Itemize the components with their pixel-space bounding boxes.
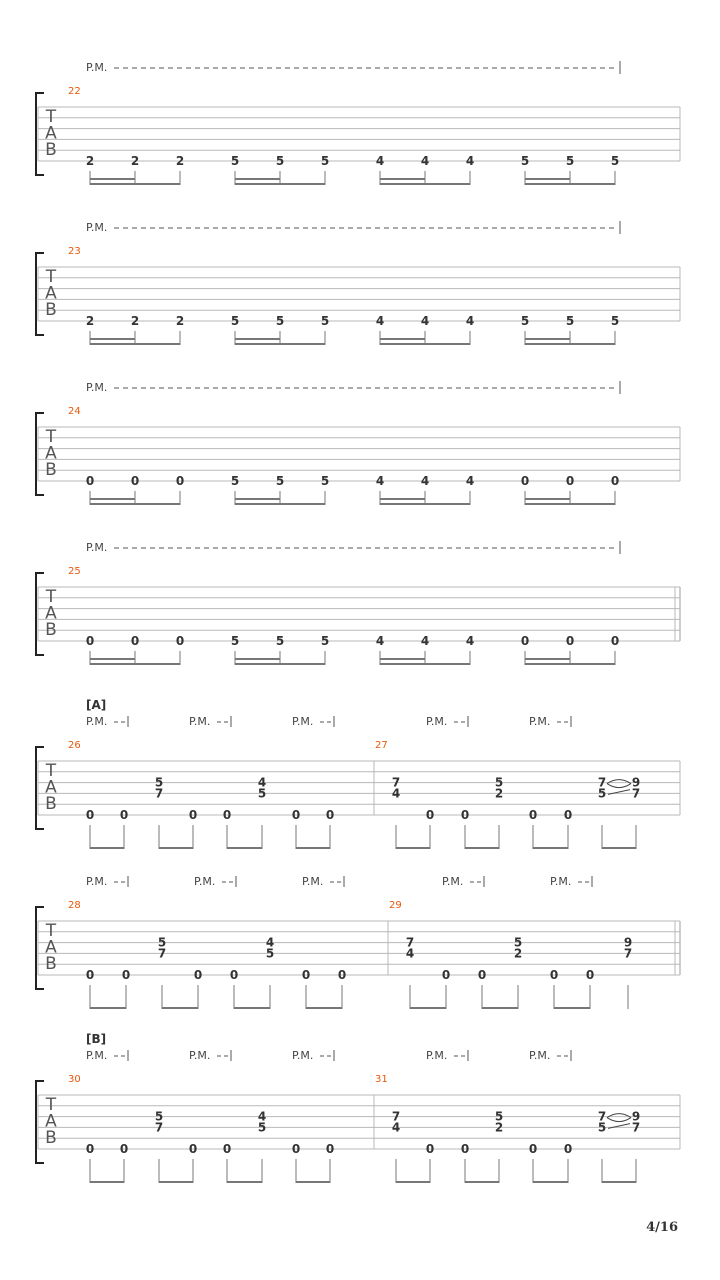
fret-number: 0 bbox=[610, 474, 620, 488]
palm-mute-label: P.M. bbox=[426, 1049, 448, 1062]
fret-number: 5 bbox=[597, 786, 607, 801]
fret-number: 4 bbox=[391, 1120, 401, 1135]
measure-number: 22 bbox=[68, 86, 81, 97]
palm-mute-label: P.M. bbox=[189, 1049, 211, 1062]
fret-number: 4 bbox=[420, 314, 430, 328]
measure-number: 24 bbox=[68, 406, 81, 417]
fret-number: 4 bbox=[465, 314, 475, 328]
fret-number: 0 bbox=[528, 1142, 538, 1156]
tab-clef-letter: A bbox=[45, 777, 57, 798]
fret-number: 5 bbox=[230, 634, 240, 648]
fret-number: 2 bbox=[513, 946, 523, 961]
fret-number: 4 bbox=[465, 154, 475, 168]
fret-number: 0 bbox=[520, 474, 530, 488]
fret-number: 9 bbox=[623, 935, 633, 950]
fret-number: 0 bbox=[565, 634, 575, 648]
fret-number: 5 bbox=[275, 634, 285, 648]
fret-number: 0 bbox=[119, 1142, 129, 1156]
palm-mute-label: P.M. bbox=[292, 1049, 314, 1062]
fret-number: 7 bbox=[157, 946, 167, 961]
measure-number: 29 bbox=[389, 900, 402, 911]
fret-number: 7 bbox=[154, 786, 164, 801]
fret-number: 0 bbox=[291, 1142, 301, 1156]
fret-number: 0 bbox=[291, 808, 301, 822]
fret-number: 5 bbox=[275, 314, 285, 328]
fret-number: 5 bbox=[494, 1109, 504, 1124]
fret-number: 0 bbox=[441, 968, 451, 982]
fret-number: 4 bbox=[420, 154, 430, 168]
fret-number: 5 bbox=[257, 786, 267, 801]
fret-number: 5 bbox=[513, 935, 523, 950]
fret-number: 0 bbox=[85, 634, 95, 648]
fret-number: 4 bbox=[257, 1109, 267, 1124]
measure-number: 31 bbox=[375, 1074, 388, 1085]
fret-number: 4 bbox=[405, 946, 415, 961]
tab-clef-letter: T bbox=[45, 107, 57, 127]
tab-clef-letter: A bbox=[45, 123, 57, 144]
tab-clef-letter: B bbox=[45, 460, 57, 480]
palm-mute-label: P.M. bbox=[86, 1049, 108, 1062]
system-bracket bbox=[36, 907, 44, 989]
fret-number: 5 bbox=[610, 154, 620, 168]
fret-number: 0 bbox=[119, 808, 129, 822]
palm-mute-label: P.M. bbox=[426, 715, 448, 728]
fret-number: 4 bbox=[265, 935, 275, 950]
palm-mute-label: P.M. bbox=[529, 715, 551, 728]
fret-number: 2 bbox=[175, 314, 185, 328]
fret-number: 0 bbox=[337, 968, 347, 982]
measure-number: 28 bbox=[68, 900, 81, 911]
fret-number: 0 bbox=[585, 968, 595, 982]
tab-clef-letter: A bbox=[45, 937, 57, 958]
fret-number: 5 bbox=[597, 1120, 607, 1135]
fret-number: 0 bbox=[425, 1142, 435, 1156]
fret-number: 2 bbox=[175, 154, 185, 168]
tab-clef-letter: T bbox=[45, 427, 57, 447]
fret-number: 4 bbox=[375, 154, 385, 168]
fret-number: 0 bbox=[175, 474, 185, 488]
fret-number: 0 bbox=[130, 634, 140, 648]
fret-number: 7 bbox=[631, 786, 641, 801]
fret-number: 0 bbox=[325, 808, 335, 822]
fret-number: 4 bbox=[257, 775, 267, 790]
palm-mute-label: P.M. bbox=[194, 875, 216, 888]
fret-number: 4 bbox=[420, 634, 430, 648]
fret-number: 0 bbox=[301, 968, 311, 982]
fret-number: 0 bbox=[222, 808, 232, 822]
tab-clef-letter: B bbox=[45, 954, 57, 974]
system-bracket bbox=[36, 1081, 44, 1163]
fret-number: 4 bbox=[420, 474, 430, 488]
fret-number: 5 bbox=[565, 314, 575, 328]
tab-clef-letter: B bbox=[45, 620, 57, 640]
fret-number: 0 bbox=[477, 968, 487, 982]
fret-number: 5 bbox=[320, 314, 330, 328]
fret-number: 0 bbox=[549, 968, 559, 982]
section-marker: [A] bbox=[86, 698, 107, 712]
fret-number: 9 bbox=[631, 1109, 641, 1124]
palm-mute-label: P.M. bbox=[86, 541, 108, 554]
fret-number: 7 bbox=[154, 1120, 164, 1135]
fret-number: 2 bbox=[85, 314, 95, 328]
tab-clef-letter: B bbox=[45, 1128, 57, 1148]
fret-number: 2 bbox=[130, 154, 140, 168]
fret-number: 5 bbox=[610, 314, 620, 328]
fret-number: 5 bbox=[230, 314, 240, 328]
fret-number: 0 bbox=[460, 1142, 470, 1156]
fret-number: 2 bbox=[130, 314, 140, 328]
fret-number: 0 bbox=[460, 808, 470, 822]
tab-clef-letter: T bbox=[45, 587, 57, 607]
slur-arc bbox=[607, 1118, 631, 1122]
page-number: 4/16 bbox=[646, 1220, 678, 1235]
fret-number: 0 bbox=[188, 808, 198, 822]
fret-number: 0 bbox=[85, 1142, 95, 1156]
palm-mute-label: P.M. bbox=[189, 715, 211, 728]
fret-number: 4 bbox=[465, 634, 475, 648]
system-bracket bbox=[36, 747, 44, 829]
fret-number: 9 bbox=[631, 775, 641, 790]
fret-number: 5 bbox=[154, 1109, 164, 1124]
fret-number: 0 bbox=[193, 968, 203, 982]
fret-number: 0 bbox=[222, 1142, 232, 1156]
tab-clef-letter: T bbox=[45, 921, 57, 941]
tab-clef-letter: A bbox=[45, 603, 57, 624]
fret-number: 5 bbox=[265, 946, 275, 961]
fret-number: 0 bbox=[563, 1142, 573, 1156]
fret-number: 5 bbox=[230, 474, 240, 488]
fret-number: 7 bbox=[631, 1120, 641, 1135]
fret-number: 4 bbox=[375, 634, 385, 648]
fret-number: 0 bbox=[610, 634, 620, 648]
fret-number: 7 bbox=[597, 775, 607, 790]
fret-number: 0 bbox=[175, 634, 185, 648]
measure-number: 25 bbox=[68, 566, 81, 577]
fret-number: 5 bbox=[154, 775, 164, 790]
fret-number: 5 bbox=[320, 634, 330, 648]
fret-number: 0 bbox=[325, 1142, 335, 1156]
fret-number: 7 bbox=[391, 1109, 401, 1124]
slur-arc bbox=[607, 784, 631, 788]
tab-clef-letter: T bbox=[45, 761, 57, 781]
palm-mute-label: P.M. bbox=[86, 221, 108, 234]
fret-number: 5 bbox=[494, 775, 504, 790]
fret-number: 4 bbox=[375, 474, 385, 488]
palm-mute-label: P.M. bbox=[302, 875, 324, 888]
fret-number: 5 bbox=[230, 154, 240, 168]
system-bracket bbox=[36, 253, 44, 335]
fret-number: 2 bbox=[494, 1120, 504, 1135]
fret-number: 5 bbox=[257, 1120, 267, 1135]
fret-number: 5 bbox=[157, 935, 167, 950]
fret-number: 5 bbox=[520, 154, 530, 168]
fret-number: 0 bbox=[565, 474, 575, 488]
fret-number: 4 bbox=[465, 474, 475, 488]
tab-clef-letter: T bbox=[45, 1095, 57, 1115]
fret-number: 7 bbox=[405, 935, 415, 950]
fret-number: 0 bbox=[85, 474, 95, 488]
palm-mute-label: P.M. bbox=[86, 61, 108, 74]
tab-clef-letter: T bbox=[45, 267, 57, 287]
system-bracket bbox=[36, 573, 44, 655]
fret-number: 4 bbox=[375, 314, 385, 328]
fret-number: 5 bbox=[520, 314, 530, 328]
fret-number: 7 bbox=[623, 946, 633, 961]
fret-number: 0 bbox=[188, 1142, 198, 1156]
tab-clef-letter: A bbox=[45, 1111, 57, 1132]
palm-mute-label: P.M. bbox=[529, 1049, 551, 1062]
fret-number: 5 bbox=[565, 154, 575, 168]
tab-clef-letter: B bbox=[45, 140, 57, 160]
fret-number: 0 bbox=[229, 968, 239, 982]
palm-mute-label: P.M. bbox=[292, 715, 314, 728]
palm-mute-label: P.M. bbox=[550, 875, 572, 888]
system-bracket bbox=[36, 93, 44, 175]
measure-number: 23 bbox=[68, 246, 81, 257]
fret-number: 0 bbox=[520, 634, 530, 648]
fret-number: 0 bbox=[563, 808, 573, 822]
palm-mute-label: P.M. bbox=[86, 875, 108, 888]
fret-number: 0 bbox=[130, 474, 140, 488]
tab-clef-letter: A bbox=[45, 443, 57, 464]
fret-number: 0 bbox=[121, 968, 131, 982]
fret-number: 7 bbox=[597, 1109, 607, 1124]
fret-number: 5 bbox=[320, 154, 330, 168]
palm-mute-label: P.M. bbox=[86, 381, 108, 394]
palm-mute-label: P.M. bbox=[442, 875, 464, 888]
section-marker: [B] bbox=[86, 1032, 107, 1046]
fret-number: 0 bbox=[425, 808, 435, 822]
tab-clef-letter: A bbox=[45, 283, 57, 304]
tab-clef-letter: B bbox=[45, 300, 57, 320]
fret-number: 7 bbox=[391, 775, 401, 790]
palm-mute-label: P.M. bbox=[86, 715, 108, 728]
tab-clef-letter: B bbox=[45, 794, 57, 814]
fret-number: 5 bbox=[275, 154, 285, 168]
fret-number: 5 bbox=[275, 474, 285, 488]
measure-number: 30 bbox=[68, 1074, 81, 1085]
fret-number: 4 bbox=[391, 786, 401, 801]
fret-number: 5 bbox=[320, 474, 330, 488]
system-bracket bbox=[36, 413, 44, 495]
fret-number: 0 bbox=[85, 968, 95, 982]
measure-number: 27 bbox=[375, 740, 388, 751]
fret-number: 0 bbox=[85, 808, 95, 822]
fret-number: 2 bbox=[494, 786, 504, 801]
measure-number: 26 bbox=[68, 740, 81, 751]
fret-number: 2 bbox=[85, 154, 95, 168]
fret-number: 0 bbox=[528, 808, 538, 822]
